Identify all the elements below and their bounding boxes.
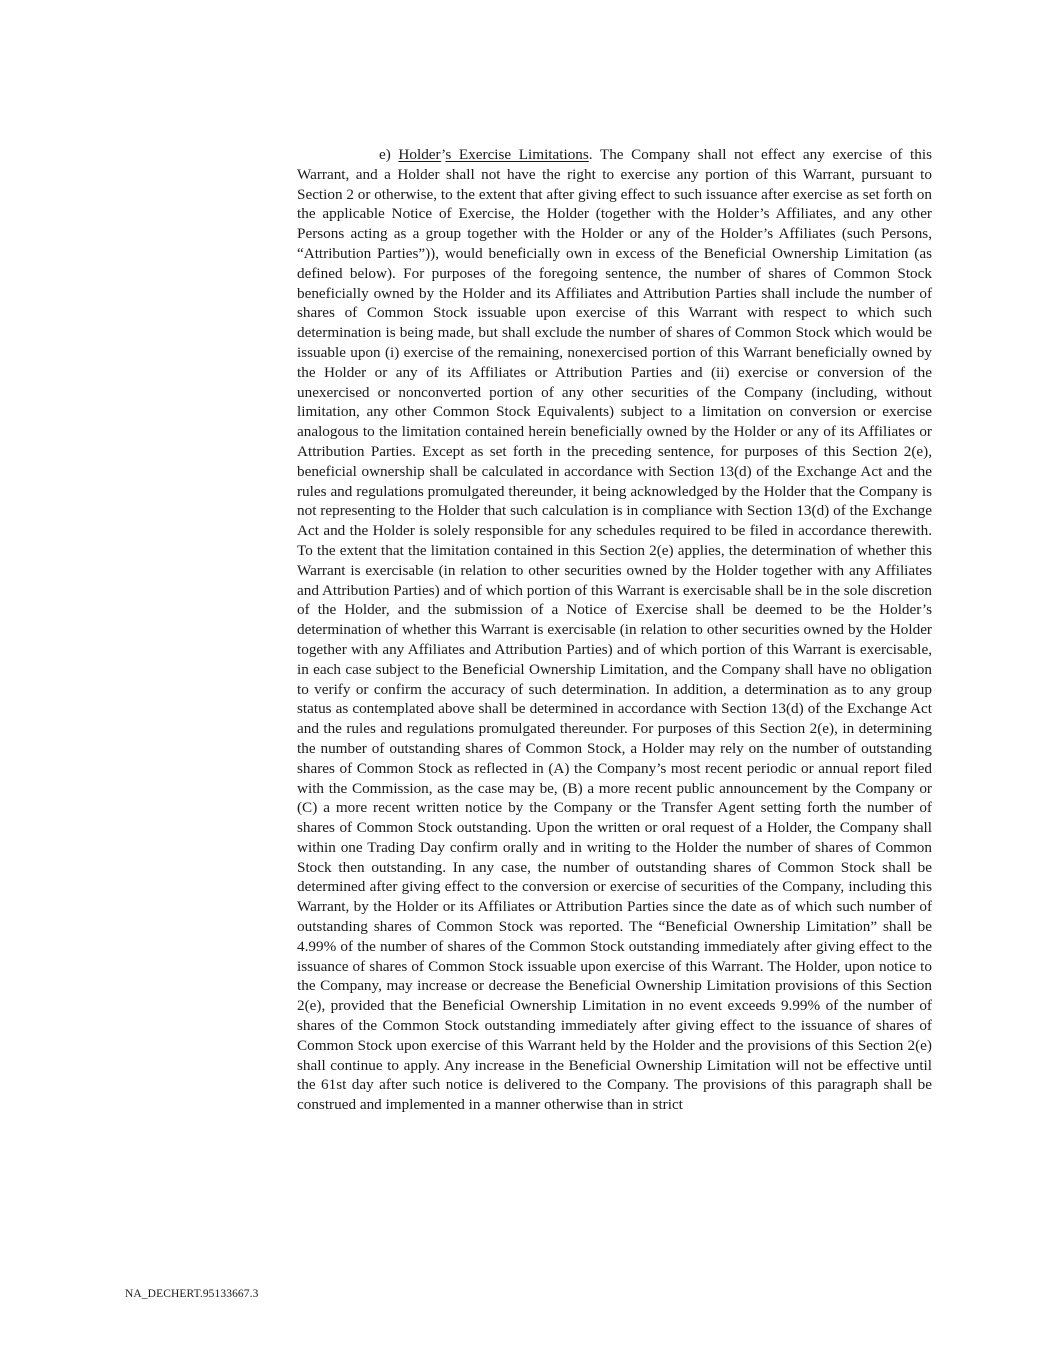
paragraph-body: The Company shall not effect any exercise of this Warrant, and a Holder shall not have the right to exercise any portion of this Warrant, pursuant to Section 2 or otherwise, to the extent that after giving effect to such issuance after exercise as set forth on the applicable Notice of Exercise, the Holder (together with the Holder’s Affiliates, and any other Persons acting as a group together with the Holder or any of the Holder’s Affiliates (such Persons, “Attribution Parties”)), would beneficially own in excess of the Beneficial Ownership Limitation (as defined below). For purposes of the foregoing sentence, the number of shares of Common Stock beneficially owned by the Holder and its Affiliates and Attribution Parties shall include the number of shares of Common Stock issuable upon exercise of this Warrant with respect to which such determination is being made, but shall exclude the number of shares of Common Stock which would be issuable upon (i) exercise of the remaining, nonexercised portion of this Warrant beneficially owned by the Holder or any of its Affiliates or Attribution Parties and (ii) exercise or conversion of the unexercised or nonconverted portion of any other securities of the Company (including, without limitation, any other Common Stock Equivalents) subject to a limitation on conversion or exercise analogous to the limitation contained herein beneficially owned by the Holder or any of its Affiliates or Attribution Parties. Except as set forth in the preceding sentence, for purposes of this Section 2(e), beneficial ownership shall be calculated in accordance with Section 13(d) of the Exchange Act and the rules and regulations promulgated thereunder, it being acknowledged by the Holder that the Company is not representing to the Holder that such calculation is in compliance with Section 13(d) of the Exchange Act and the Holder is solely responsible for any schedules required to be filed in accordance therewith. To the extent that the limitation contained in this Section 2(e) applies, the determination of whether this Warrant is exercisable (in relation to other securities owned by the Holder together with any Affiliates and Attribution Parties) and of which portion of this Warrant is exercisable shall be in the sole discretion of the Holder, and the submission of a Notice of Exercise shall be deemed to be the Holder’s determination of whether this Warrant is exercisable (in relation to other securities owned by the Holder together with any Affiliates and Attribution Parties) and of which portion of this Warrant is exercisable, in each case subject to the Beneficial Ownership Limitation, and the Company shall have no obligation to verify or confirm the accuracy of such determination. In addition, a determination as to any group status as contemplated above shall be determined in accordance with Section 13(d) of the Exchange Act and the rules and regulations promulgated thereunder. For purposes of this Section 2(e), in determining the number of outstanding shares of Common Stock, a Holder may rely on the number of outstanding shares of Common Stock as reflected in (A) the Company’s most recent periodic or annual report filed with the Commission, as the case may be, (B) a more recent public announcement by the Company or (C) a more recent written notice by the Company or the Transfer Agent setting forth the number of shares of Common Stock outstanding. Upon the written or oral request of a Holder, the Company shall within one Trading Day confirm orally and in writing to the Holder the number of shares of Common Stock then outstanding. In any case, the number of outstanding shares of Common Stock shall be determined after giving effect to the conversion or exercise of securities of the Company, including this Warrant, by the Holder or its Affiliates or Attribution Parties since the date as of which such number of outstanding shares of Common Stock was reported. The “Beneficial Ownership Limitation” shall be 4.99% of the number of shares of the Common Stock outstanding immediately after giving effect to the issuance of shares of Common Stock issuable upon exercise of this Warrant. The Holder, upon notice to the Company, may increase or decrease the Beneficial Ownership Limitation provisions of this Section 2(e), provided that the Beneficial Ownership Limitation in no event exceeds 9.99% of the number of shares of the Common Stock outstanding immediately after giving effect to the issuance of shares of Common Stock upon exercise of this Warrant held by the Holder and the provisions of this Section 2(e) shall continue to apply. Any increase in the Beneficial Ownership Limitation will not be effective until the 61st day after such notice is delivered to the Company. The provisions of this paragraph shall be construed and implemented in a manner otherwise than in strict bbox=[297, 146, 932, 1114]
document-id-footer: NA_DECHERT.95133667.3 bbox=[125, 1288, 259, 1300]
heading-apostrophe: ’ bbox=[441, 146, 446, 163]
heading-holder: Holder bbox=[398, 146, 442, 163]
paragraph-marker: e) bbox=[379, 146, 391, 163]
heading-period: . bbox=[588, 146, 593, 163]
heading-exercise-limitations: s Exercise Limitations bbox=[445, 146, 589, 163]
section-2e-paragraph bbox=[297, 145, 932, 1115]
